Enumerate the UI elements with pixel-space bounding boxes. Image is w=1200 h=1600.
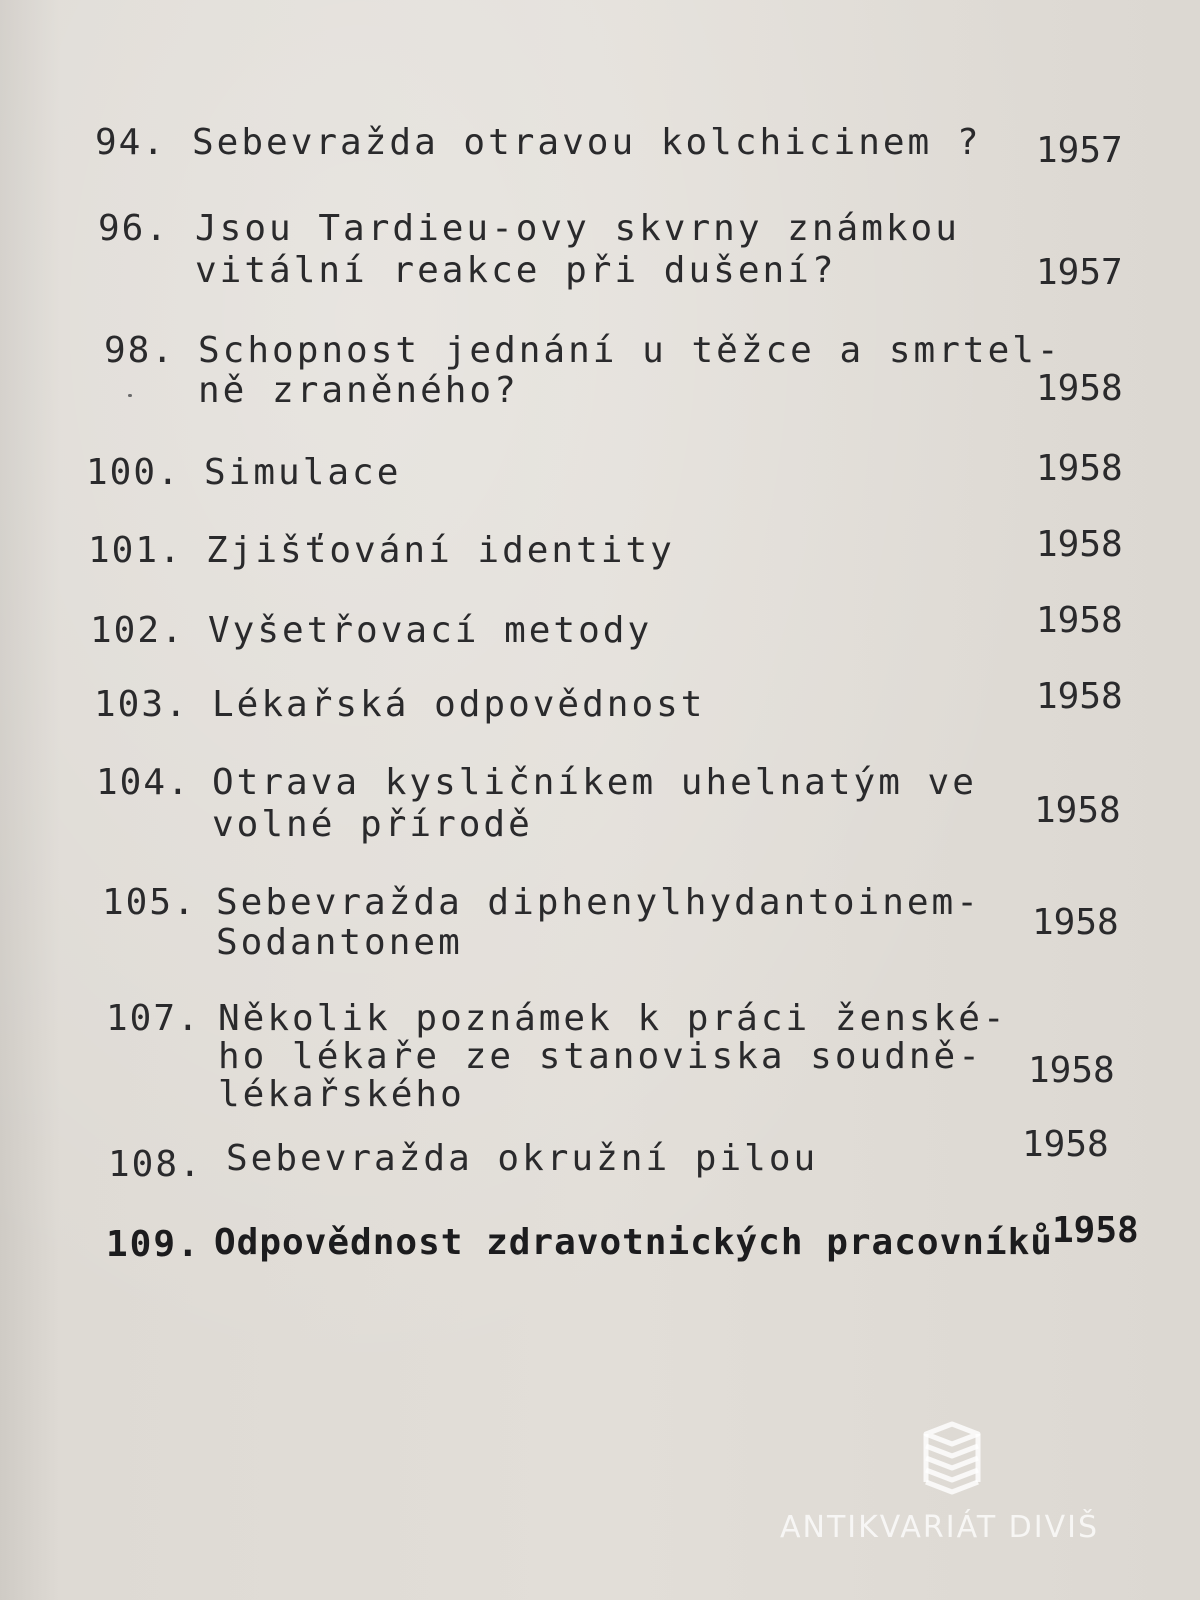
entry-title-line: Sebevražda otravou kolchicinem ?: [192, 122, 982, 163]
entry-title-line: lékařského: [218, 1074, 465, 1115]
entry-number: 105.: [102, 882, 197, 923]
entry-title-line: ho lékaře ze stanoviska soudně-: [218, 1036, 983, 1077]
entry-year: 1958: [1034, 790, 1121, 831]
entry-title-line: Sodantonem: [216, 922, 463, 963]
entry-title-line: Sebevražda diphenylhydantoinem-: [216, 882, 981, 923]
entry-number: 94.: [95, 122, 167, 163]
book-stack-icon: [920, 1420, 984, 1498]
entry-title-line: Sebevražda okružní pilou: [226, 1138, 819, 1179]
entry-number: 100.: [86, 452, 181, 493]
entry-title-line: Vyšetřovací metody: [208, 610, 653, 651]
entry-title-line: Simulace: [204, 452, 402, 493]
entry-number: 98.: [104, 330, 176, 371]
entry-year: 1958: [1036, 368, 1123, 409]
entry-year: 1958: [1036, 600, 1123, 641]
entry-number: 96.: [98, 208, 170, 249]
entry-title-line: Odpovědnost zdravotnických pracovníků: [214, 1222, 1053, 1263]
entry-year: 1958: [1032, 902, 1119, 943]
entry-number: 107.: [106, 998, 201, 1039]
entry-year: 1958: [1036, 676, 1123, 717]
entry-number: 103.: [94, 684, 189, 725]
entry-title-line: Schopnost jednání u těžce a smrtel-: [198, 330, 1062, 371]
entry-year: 1958: [1052, 1210, 1139, 1251]
entry-title-line: Zjišťování identity: [206, 530, 675, 571]
entry-number: 102.: [90, 610, 185, 651]
entry-year: 1958: [1036, 448, 1123, 489]
entry-number: 108.: [108, 1144, 203, 1185]
entry-title-line: volné přírodě: [212, 804, 533, 845]
entry-number: 109.: [106, 1224, 201, 1265]
entry-year: 1958: [1022, 1124, 1109, 1165]
entry-title-line: Lékařská odpovědnost: [212, 684, 706, 725]
entry-number: 101.: [88, 530, 183, 571]
entry-number: 104.: [96, 762, 191, 803]
entry-title-line: Jsou Tardieu-ovy skvrny známkou: [195, 208, 960, 249]
entry-title-line: Několik poznámek k práci ženské-: [218, 998, 1008, 1039]
watermark-text: ANTIKVARIÁT DIVIŠ: [780, 1510, 1100, 1545]
entry-year: 1958: [1028, 1050, 1115, 1091]
entry-title-line: vitální reakce při dušení?: [195, 250, 837, 291]
entry-year: 1957: [1036, 130, 1123, 171]
entry-year: 1958: [1036, 524, 1123, 565]
entry-year: 1957: [1036, 252, 1123, 293]
entry-title-line: ně zraněného?: [198, 370, 519, 411]
watermark: [780, 1420, 1180, 1550]
entry-title-line: Otrava kysličníkem uhelnatým ve: [212, 762, 977, 803]
ink-speck: [128, 394, 132, 397]
